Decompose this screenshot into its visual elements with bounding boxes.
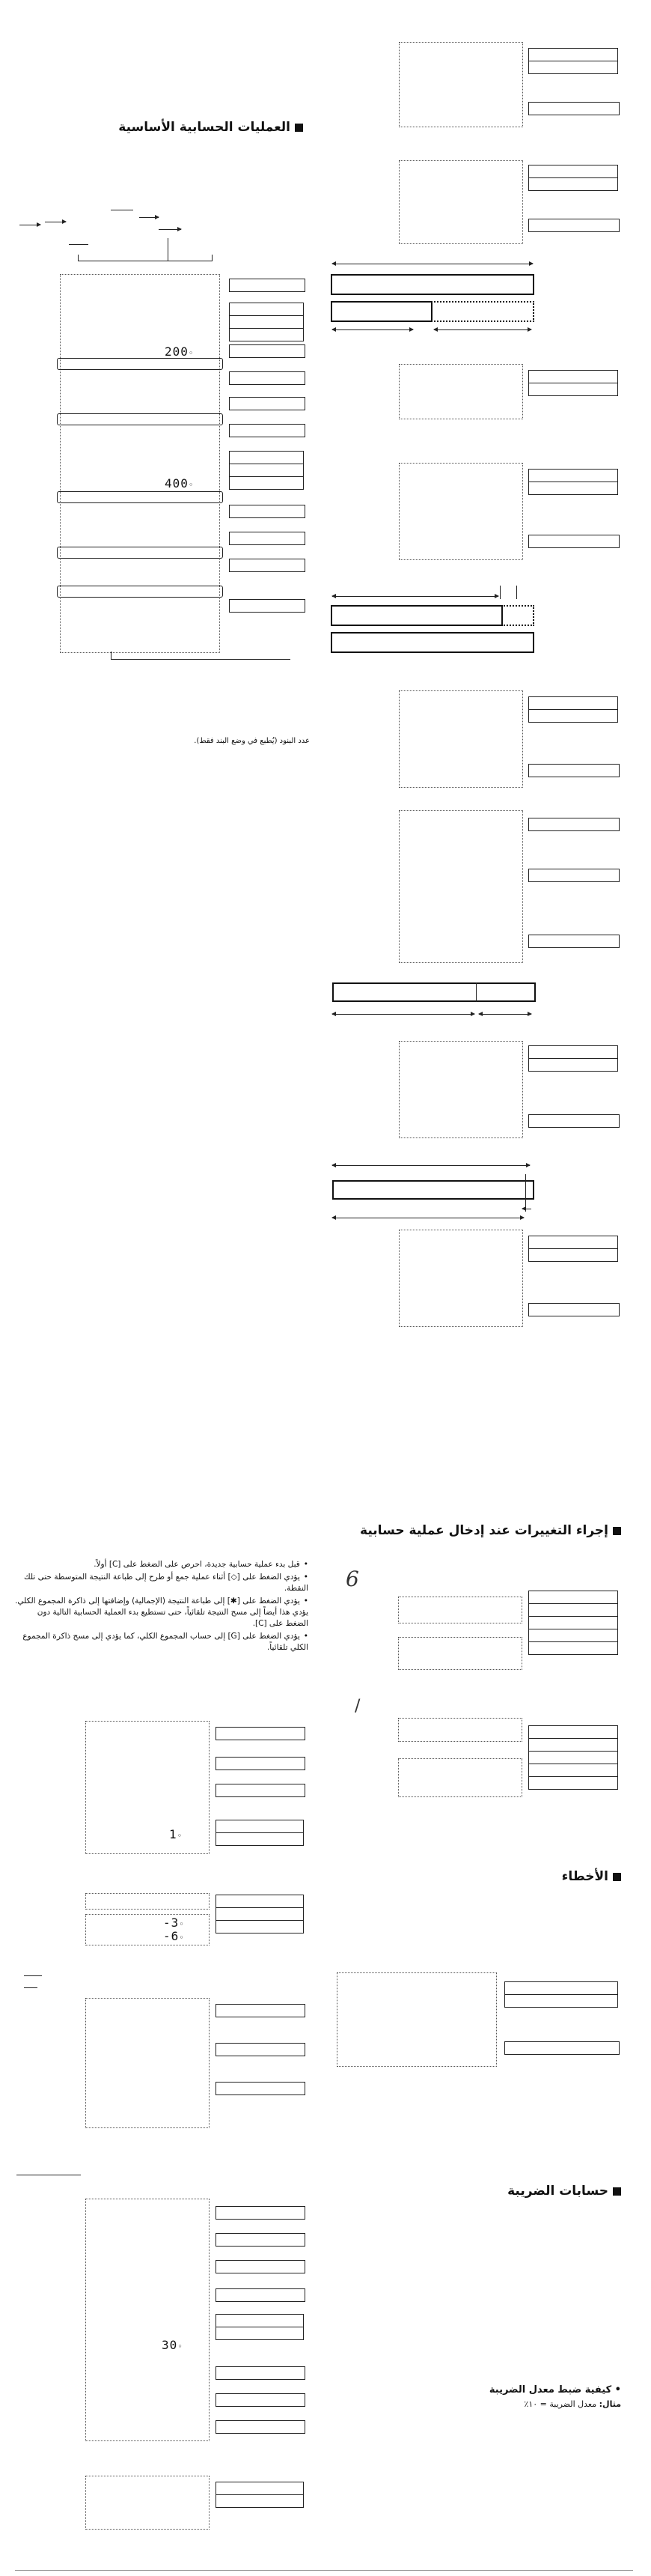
key [528, 696, 618, 709]
bracket-line [212, 255, 213, 261]
key [528, 1725, 618, 1738]
dimension-arrow [434, 329, 531, 330]
section-marker-icon [613, 1527, 621, 1535]
tape-printout [85, 1893, 210, 1910]
tax-rate-example: مثال: معدل الضريبة = ١٠٪ [524, 2399, 621, 2409]
key [229, 397, 305, 410]
key [216, 2260, 305, 2273]
key [216, 1920, 304, 1933]
leader-line [24, 1987, 37, 1988]
section-marker-icon [295, 124, 303, 132]
leader-line [139, 217, 159, 218]
key [528, 469, 618, 482]
key-sequence [216, 1895, 304, 1933]
key-sequence [504, 1981, 618, 2008]
key [229, 279, 305, 292]
key [528, 1776, 618, 1790]
tape-printout [337, 1972, 497, 2067]
key [528, 102, 620, 115]
key [504, 2041, 620, 2055]
key [216, 2004, 305, 2017]
display-bar [331, 605, 503, 626]
tape-printout [399, 690, 523, 788]
display-bar [332, 1180, 534, 1200]
section-title-tax: حسابات الضريبة [507, 2184, 621, 2199]
highlight-band [57, 491, 223, 503]
tape-value: 30◦ [162, 2338, 183, 2352]
tape-printout [398, 1597, 522, 1623]
section-title-corrections: إجراء التغييرات عند إدخال عملية حسابية [360, 1523, 621, 1538]
highlight-band [57, 547, 223, 559]
key [528, 1616, 618, 1629]
key-sequence [528, 48, 618, 74]
leader-line [24, 1975, 42, 1976]
display-bar [331, 274, 534, 295]
key [528, 1248, 618, 1262]
key [528, 1629, 618, 1641]
key [528, 165, 618, 177]
highlight-band [57, 586, 223, 598]
key [229, 599, 305, 613]
tape-printout [85, 2199, 210, 2441]
tape-printout [399, 463, 523, 560]
key-sequence [528, 1725, 618, 1790]
key [216, 1832, 304, 1846]
key-sequence [229, 303, 304, 341]
key [528, 818, 620, 831]
bracket-line [78, 255, 79, 261]
leader-line [159, 229, 181, 230]
key-sequence [528, 696, 618, 723]
display-bar-filled [331, 301, 433, 322]
bullet-item: • يؤدي الضغط على [◇] أثناء عملية جمع أو طرح إلى طباعة النتيجة المتوسطة حتى تلك النقطة. [15, 1572, 308, 1594]
slash-mark-icon: / [355, 1697, 361, 1716]
key [216, 1784, 305, 1797]
key-sequence [216, 2314, 304, 2340]
tape-printout [398, 1758, 522, 1797]
tax-rate-heading: • كيفية ضبط معدل الضريبة [489, 2384, 621, 2396]
key [216, 1895, 304, 1907]
key [216, 2420, 305, 2434]
key [528, 1236, 618, 1248]
key [528, 48, 618, 61]
display-bar-empty [431, 301, 534, 322]
key-sequence [216, 2482, 304, 2508]
dimension-arrow [332, 329, 413, 330]
key [229, 464, 304, 476]
bullet-item: • يؤدي الضغط على [✱] إلى طباعة النتيجة (الإجمالية) وإضافتها إلى ذاكرة المجموع الكلي. يؤدي هذا أيضاً إلى مسح النتيجة تلقائياً، حتى تستطيع بدء العملية الحسابية التالية دون الضغط على [C]. [15, 1596, 308, 1629]
key [229, 476, 304, 490]
marker-line [516, 586, 517, 599]
key [528, 1738, 618, 1751]
key-sequence [528, 1236, 618, 1262]
key [216, 2494, 304, 2508]
section-marker-icon [613, 2187, 621, 2196]
key [216, 2327, 304, 2340]
key [216, 2366, 305, 2380]
dimension-arrow [479, 1014, 531, 1015]
key [229, 424, 305, 437]
key [528, 1303, 620, 1316]
bullet-item: • قبل بدء عملية حسابية جديدة، احرص على الضغط على [C] أولاً. [15, 1559, 308, 1570]
key [229, 532, 305, 545]
key [216, 2314, 304, 2327]
footer-rule [15, 2570, 633, 2571]
key-sequence [528, 1045, 618, 1072]
key [229, 451, 304, 464]
key [528, 61, 618, 74]
tape-printout [85, 2476, 210, 2530]
marker-line [500, 586, 501, 599]
display-bar-empty [501, 605, 534, 626]
section-title-basic-calc: العمليات الحسابية الأساسية [118, 120, 303, 135]
tape-value: -6◦ [163, 1929, 185, 1943]
key [229, 371, 305, 385]
section-marker-icon [613, 1873, 621, 1881]
tape-printout [85, 1998, 210, 2128]
key [528, 1591, 618, 1603]
key [216, 1820, 304, 1832]
key [216, 2393, 305, 2407]
key [504, 1994, 618, 2008]
tape-value: 1◦ [169, 1827, 183, 1841]
key [229, 328, 304, 341]
corrections-bullet-list [15, 1559, 308, 1655]
key [528, 1751, 618, 1764]
key [528, 383, 618, 396]
tape-printout [398, 1637, 522, 1670]
dimension-arrow [332, 596, 498, 597]
key [528, 535, 620, 548]
key [216, 2233, 305, 2247]
key [229, 559, 305, 572]
tape-value: 200◦ [165, 344, 195, 359]
key [528, 1058, 618, 1072]
key [528, 709, 618, 723]
key [528, 1114, 620, 1128]
tape-printout [399, 364, 523, 419]
tape-value: 400◦ [165, 476, 195, 490]
key-sequence [528, 165, 618, 191]
section-title-errors: الأخطاء [562, 1869, 621, 1884]
highlight-band [57, 358, 223, 370]
key-sequence [229, 451, 304, 490]
key [216, 2288, 305, 2302]
key [528, 219, 620, 232]
tape-printout [85, 1721, 210, 1854]
tape-printout [85, 1914, 210, 1945]
key [216, 2082, 305, 2095]
key [216, 2206, 305, 2220]
item-count-note: عدد البنود (يُطبع في وضع البند فقط). [194, 737, 310, 745]
key [528, 869, 620, 882]
handwritten-six-icon: 6 [346, 1567, 359, 1591]
highlight-band [57, 413, 223, 425]
key-sequence [528, 469, 618, 495]
leader-line [69, 244, 88, 245]
tape-value: -3◦ [163, 1916, 185, 1930]
key [528, 370, 618, 383]
key [528, 1641, 618, 1655]
key [216, 2043, 305, 2056]
bullet-item: • يؤدي الضغط على [G] إلى حساب المجموع الكلي، كما يؤدي إلى مسح ذاكرة المجموع الكلي تلقائياً. [15, 1631, 308, 1653]
key-sequence [216, 1820, 304, 1846]
key [216, 1757, 305, 1770]
key [216, 1907, 304, 1920]
key [504, 1981, 618, 1994]
key [528, 1764, 618, 1776]
key [528, 935, 620, 948]
tape-printout [398, 1718, 522, 1742]
key-sequence [528, 370, 618, 396]
dimension-arrow [332, 1165, 530, 1166]
key [229, 315, 304, 328]
key [216, 2482, 304, 2494]
marker-line [476, 982, 477, 1002]
display-bar [332, 982, 536, 1002]
key [528, 1603, 618, 1616]
dimension-arrow [332, 1014, 474, 1015]
key-sequence [528, 1591, 618, 1655]
key [528, 482, 618, 495]
key [229, 344, 305, 358]
key [216, 1727, 305, 1740]
key [229, 303, 304, 315]
tape-printout [399, 1230, 523, 1327]
tape-printout [399, 1041, 523, 1138]
key [528, 177, 618, 191]
tape-printout [399, 810, 523, 963]
tape-printout [399, 42, 523, 127]
bracket-line [111, 659, 290, 660]
key [528, 1045, 618, 1058]
key [229, 505, 305, 518]
key [528, 764, 620, 777]
display-bar [331, 632, 534, 653]
tape-printout [399, 160, 523, 244]
